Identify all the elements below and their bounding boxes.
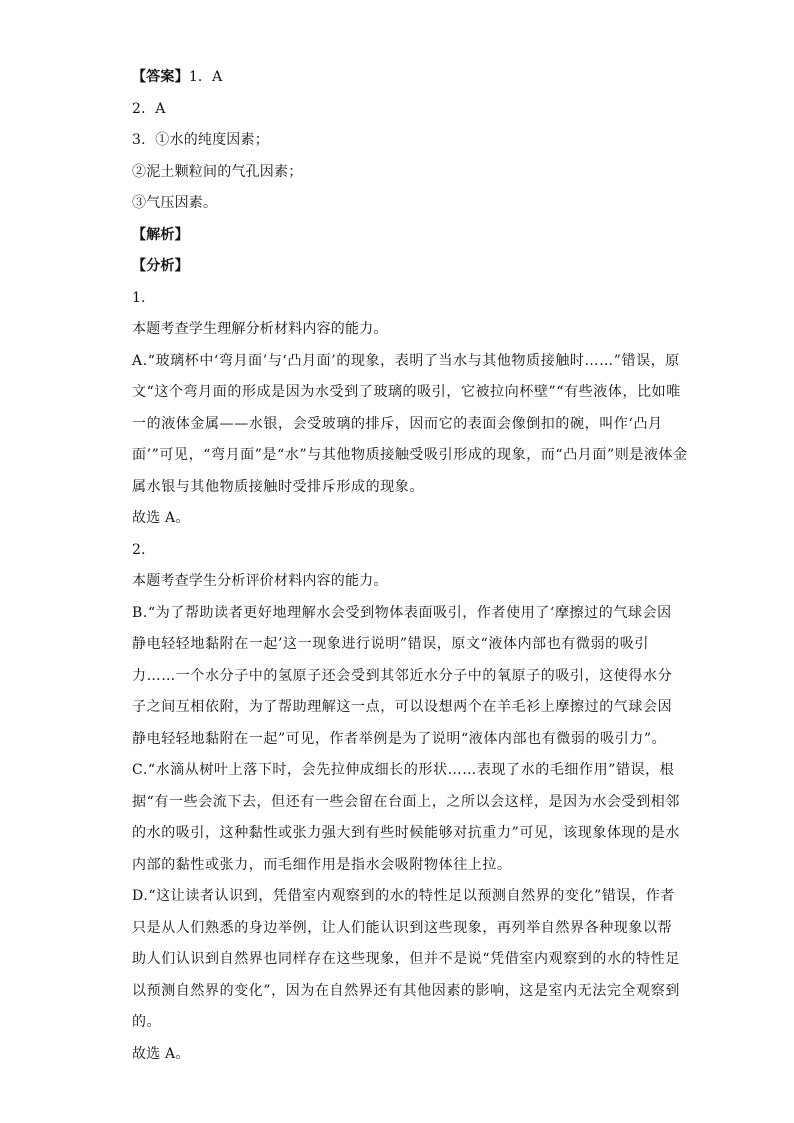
answer-q2: 2．A	[132, 100, 166, 117]
answer-document	[132, 62, 688, 1070]
section-1-conclusion: 故选 A。	[132, 510, 190, 526]
answer-heading: 【答案】	[132, 69, 189, 85]
paragraph-line: B.“为了帮助读者更好地理解水会受到物体表面吸引，作者使用了‘摩擦过的气球会因	[132, 604, 672, 621]
section-2-number: 2．	[132, 541, 156, 558]
analysis-subheading: 【分析】	[132, 258, 189, 274]
paragraph-line: 的。	[132, 1014, 162, 1030]
answer-q3-b: ②泥土颗粒间的气孔因素；	[132, 163, 303, 180]
answer-q3-c: ③气压因素。	[132, 195, 218, 211]
analysis-heading: 【解析】	[132, 226, 189, 243]
paragraph-line: 以预测自然界的变化”，因为在自然界还有其他因素的影响，这是室内无法完全观察到	[132, 982, 680, 999]
section-1-intro: 本题考查学生理解分析材料内容的能力。	[132, 321, 388, 337]
section-1-number: 1．	[132, 289, 156, 306]
paragraph-line: 属水银与其他物质接触时受排斥形成的现象。	[132, 478, 424, 495]
paragraph-line: 只是从人们熟悉的身边举例，让人们能认识到这些现象，再列举自然界各种现象以帮	[132, 919, 673, 936]
paragraph-line: 静电轻轻地黏附在一起”可见，作者举例是为了说明“液体内部也有微弱的吸引力”。	[132, 730, 667, 747]
paragraph-line: 据“有一些会流下去，但还有一些会留在台面上，之所以会这样，是因为水会受到相邻	[132, 793, 680, 810]
paragraph-line: 的水的吸引，这种黏性或张力强大到有些时候能够对抗重力”可见，该现象体现的是水	[132, 825, 680, 841]
paragraph-line: C.“水滴从树叶上落下时，会先拉伸成细长的形状……表现了水的毛细作用”错误，根	[132, 762, 675, 778]
paragraph-line: 力……一个水分子中的氢原子还会受到其邻近水分子中的氧原子的吸引，这使得水分	[132, 667, 673, 684]
section-2-option-d	[132, 881, 680, 1039]
section-2-option-b	[132, 598, 673, 756]
answer-line-1	[132, 62, 662, 94]
paragraph-line: 面’”可见，“弯月面”是“水”与其他物质接触受吸引形成的现象，而“凸月面”则是液体金	[132, 447, 688, 463]
paragraph-line: 内部的黏性或张力，而毛细作用是指水会吸附物体往上拉。	[132, 856, 512, 873]
section-2-intro: 本题考查学生分析评价材料内容的能力。	[132, 573, 388, 589]
paragraph-line: 静电轻轻地黏附在一起’这一现象进行说明”错误，原文“液体内部也有微弱的吸引	[132, 636, 649, 652]
answer-q3: 3．①水的纯度因素；	[132, 132, 269, 148]
section-2-conclusion: 故选 A。	[132, 1045, 190, 1062]
section-1-option-a	[132, 346, 688, 504]
answer-q1: 1．A	[188, 69, 223, 85]
paragraph-line: 一的液体金属——水银，会受玻璃的排斥，因而它的表面会像倒扣的碗，叫作‘凸月	[132, 415, 663, 432]
paragraph-line: 文“这个弯月面的形成是因为水受到了玻璃的吸引，它被拉向杯壁”“有些液体，比如唯	[132, 384, 681, 400]
paragraph-line: 子之间互相依附，为了帮助理解这一点，可以设想两个在羊毛衫上摩擦过的气球会因	[132, 699, 673, 715]
paragraph-line: A.“玻璃杯中‘弯月面’与‘凸月面’的现象，表明了当水与其他物质接触时……”错误，原	[132, 352, 680, 369]
paragraph-line: 助人们认识到自然界也同样存在这些现象，但并不是说“凭借室内观察到的水的特性足	[132, 951, 680, 967]
paragraph-line: D.“这让读者认识到，凭借室内观察到的水的特性足以预测自然界的变化”错误，作者	[132, 888, 675, 904]
section-2-option-c	[132, 755, 680, 881]
